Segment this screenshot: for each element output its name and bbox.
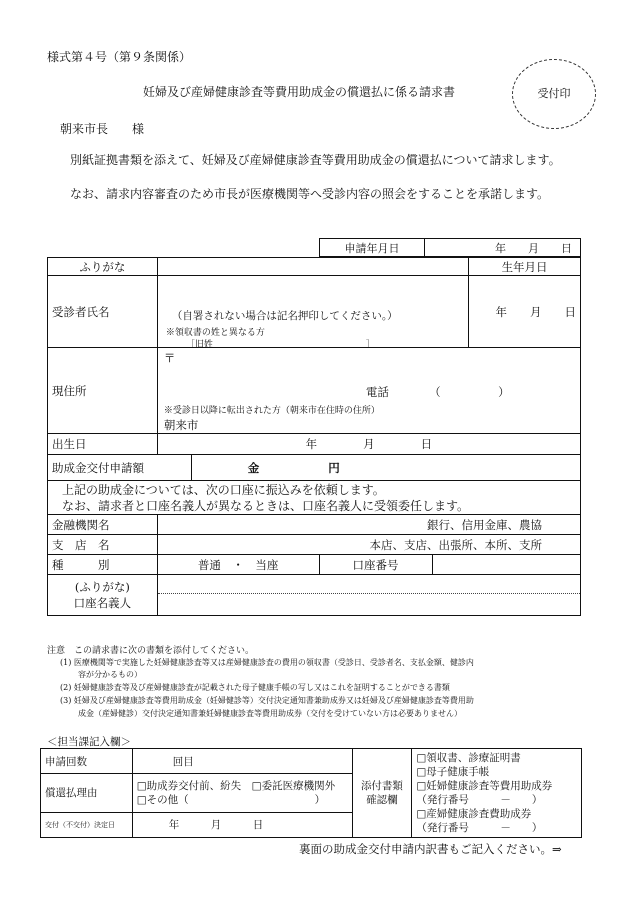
notes-heading: 注意 この請求書に次の書類を添付してください。 xyxy=(47,646,255,656)
account-digit[interactable] xyxy=(432,555,454,574)
account-digit[interactable] xyxy=(475,555,496,574)
furigana-field[interactable] xyxy=(157,258,468,276)
account-digit[interactable] xyxy=(538,555,559,574)
reception-stamp-area xyxy=(512,59,596,129)
doc-check-prenatal-coupon[interactable]: □妊婦健康診査等費用助成券 xyxy=(416,780,553,792)
postnatal-coupon-number: （発行番号 － ） xyxy=(416,822,543,834)
doc-check-handbook[interactable]: □母子健康手帳 xyxy=(416,766,490,778)
examinee-name-label: 受診者氏名 xyxy=(48,276,158,348)
attached-docs-label-2: 確認欄 xyxy=(366,794,398,806)
amount-field[interactable]: 金 円 xyxy=(191,455,580,481)
phone-field[interactable]: 電話 （ ） xyxy=(365,385,510,399)
prenatal-coupon-number: （発行番号 － ） xyxy=(416,794,543,806)
account-digit[interactable] xyxy=(454,555,475,574)
form-number: 様式第４号（第９条関係） xyxy=(47,50,192,64)
holder-furigana-label: (ふりがな) xyxy=(74,580,130,594)
holder-name-field[interactable] xyxy=(158,594,580,615)
account-type-label: 種 別 xyxy=(48,555,158,575)
delivery-date-field[interactable]: 年 月 日 xyxy=(157,434,580,455)
furigana-label: ふりがな xyxy=(48,258,158,276)
former-city: 朝来市 xyxy=(163,418,199,432)
branch-field[interactable]: 本店、支店、出張所、本所、支所 xyxy=(157,535,580,555)
address-field[interactable] xyxy=(157,348,580,434)
postal-mark: 〒 xyxy=(163,351,176,365)
examinee-name-field[interactable] xyxy=(157,276,468,348)
transfer-text-1: 上記の助成金については、次の口座に振込みを依頼します。 xyxy=(62,482,385,497)
moved-note: ※受診日以降に転出された方（朝来市在住時の住所） xyxy=(163,406,380,416)
intro-paragraph-2: なお、請求内容審査のため市長が医療機関等へ受診内容の照会をすることを承諾します。 xyxy=(58,187,550,201)
addressee: 朝来市長 様 xyxy=(60,122,145,136)
holder-furigana-field[interactable] xyxy=(158,575,580,594)
delivery-date-label: 出生日 xyxy=(48,434,158,455)
branch-label: 支 店 名 xyxy=(48,535,158,555)
request-form-table xyxy=(47,257,581,616)
note-3-cont: 成金（産婦健診）交付決定通知書兼妊婦健康診査等費用助成券（交付を受けていない方は必要ありません） xyxy=(78,709,462,718)
page-title: 妊婦及び産婦健康診査等費用助成金の償還払に係る請求書 xyxy=(143,85,456,99)
office-section-title: ＜担当課記入欄＞ xyxy=(47,736,131,748)
account-digit[interactable] xyxy=(559,555,580,574)
birthdate-label: 生年月日 xyxy=(469,258,581,276)
decision-date-field[interactable]: 年 月 日 xyxy=(132,812,352,837)
bank-field[interactable]: 銀行、信用金庫、農協 xyxy=(157,515,580,535)
old-name-field[interactable]: ［旧姓 ］ xyxy=(185,340,375,350)
amount-label: 助成金交付申請額 xyxy=(48,455,192,481)
reason-option-2[interactable]: □その他（ ） xyxy=(136,793,326,806)
reason-option-1[interactable]: □助成券交付前、紛失 □委託医療機関外 xyxy=(136,779,336,792)
birthdate-field[interactable]: 年 月 日 xyxy=(469,276,581,348)
application-date-label: 申請年月日 xyxy=(320,239,425,257)
address-label: 現住所 xyxy=(48,348,158,434)
account-type-field[interactable]: 普通 ・ 当座 xyxy=(157,555,319,575)
account-holder-field[interactable] xyxy=(157,575,580,616)
note-1: (1) 医療機関等で実施した妊婦健康診査等又は産婦健康診査の費用の領収書（受診日、受診者名、支払金額、健診内 xyxy=(60,658,474,667)
office-use-table xyxy=(40,748,582,838)
transfer-request xyxy=(48,481,581,515)
attached-docs-label-1: 添付書類 xyxy=(360,780,403,792)
holder-name-label: 口座名義人 xyxy=(73,596,132,610)
note-1-cont: 容が分かるもの） xyxy=(78,670,142,679)
account-holder-label xyxy=(48,575,158,616)
decision-date-label: 交付（不交付）決定日 xyxy=(41,812,133,837)
account-number-label: 口座番号 xyxy=(320,555,433,574)
application-date-table xyxy=(319,238,581,257)
note-2: (2) 妊婦健康診査等及び産婦健康診査が記載された母子健康手帳の写し又はこれを証明することができる書類 xyxy=(60,683,450,692)
doc-check-postnatal-coupon[interactable]: □産婦健康診査費助成券 xyxy=(416,808,532,820)
bank-label: 金融機関名 xyxy=(48,515,158,535)
stamp-label: 受付印 xyxy=(537,87,571,100)
intro-paragraph-1: 別紙証拠書類を添えて、妊婦及び産婦健康診査等費用助成金の償還払について請求します。 xyxy=(58,153,561,167)
transfer-text-2: なお、請求者と口座名義人が異なるときは、口座名義人に受領委任します。 xyxy=(62,498,470,513)
attached-docs-checklist xyxy=(412,749,582,838)
attached-docs-label xyxy=(352,749,412,838)
request-count-label: 申請回数 xyxy=(41,749,133,774)
application-date-field[interactable]: 年 月 日 xyxy=(425,239,581,257)
request-count-field[interactable]: 回目 xyxy=(132,749,352,774)
account-digit[interactable] xyxy=(496,555,517,574)
footer-note: 裏面の助成金交付申請内訳書もご記入ください。⇒ xyxy=(299,842,562,856)
reimbursement-reason-label: 償還払理由 xyxy=(41,774,133,812)
reimbursement-reason-field xyxy=(132,774,352,812)
doc-check-receipt[interactable]: □領収書、診療証明書 xyxy=(416,752,521,764)
account-digit[interactable] xyxy=(517,555,538,574)
old-name-note: ※領収書の姓と異なる方 xyxy=(165,328,265,338)
account-number-table xyxy=(320,555,581,574)
name-note: （自署されない場合は記名押印してください。） xyxy=(171,310,398,322)
note-3: (3) 妊婦及び産婦健康診査等費用助成金（妊婦健診等）交付決定通知書兼助成券又は妊婦及び産婦健康診査等費用助 xyxy=(60,696,474,705)
